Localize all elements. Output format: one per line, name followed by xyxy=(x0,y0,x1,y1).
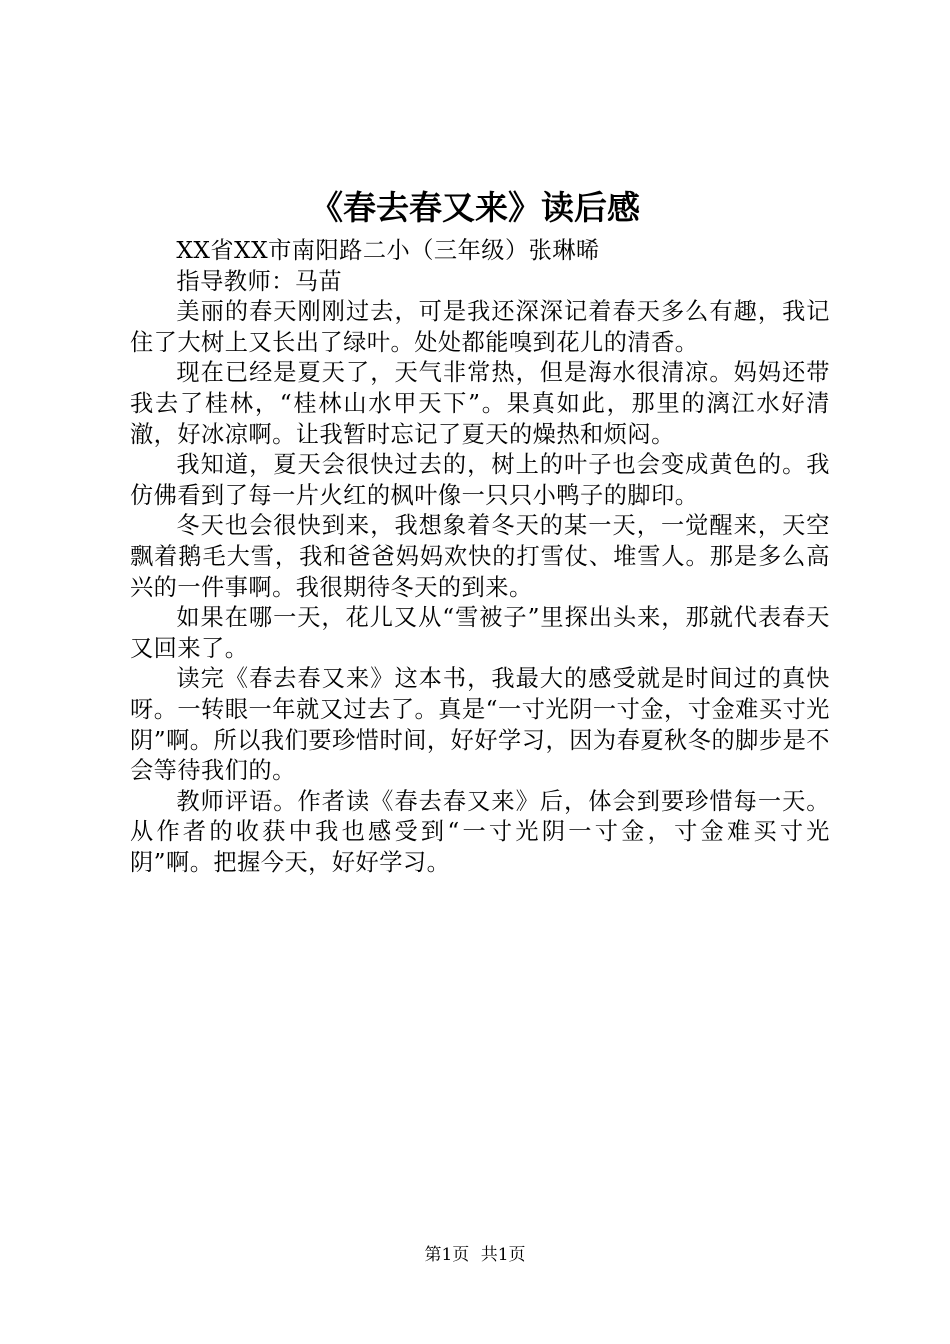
page-number: 第1页 xyxy=(424,1245,470,1265)
page-total: 共1页 xyxy=(480,1245,526,1265)
paragraph: 美丽的春天刚刚过去，可是我还深深记着春天多么有趣，我记住了大树上又长出了绿叶。处处都能嗅到花儿的清香。 xyxy=(130,298,830,356)
author-line: XX省XX市南阳路二小（三年级）张琳晞 xyxy=(176,237,600,264)
paragraph: 如果在哪一天，花儿又从“雪被子”里探出头来，那就代表春天又回来了。 xyxy=(130,604,830,662)
paragraph: 现在已经是夏天了，天气非常热，但是海水很清凉。妈妈还带我去了桂林，“桂林山水甲天下”。果真如此，那里的漓江水好清澈，好冰凉啊。让我暂时忘记了夏天的燥热和烦闷。 xyxy=(130,359,830,448)
document-body xyxy=(130,236,830,878)
paragraph: 读完《春去春又来》这本书，我最大的感受就是时间过的真快呀。一转眼一年就又过去了。真是“一寸光阴一寸金，寸金难买寸光阴”啊。所以我们要珍惜时间，好好学习，因为春夏秋冬的脚步是不会等待我们的。 xyxy=(130,665,830,785)
document-title: 《春去春又来》读后感 xyxy=(310,188,640,227)
paragraph: 冬天也会很快到来，我想象着冬天的某一天，一觉醒来，天空飘着鹅毛大雪，我和爸爸妈妈欢快的打雪仗、堆雪人。那是多么高兴的一件事啊。我很期待冬天的到来。 xyxy=(130,512,830,601)
paragraph: 我知道，夏天会很快过去的，树上的叶子也会变成黄色的。我仿佛看到了每一片火红的枫叶像一只只小鸭子的脚印。 xyxy=(130,451,830,509)
teacher-comment: 教师评语。作者读《春去春又来》后，体会到要珍惜每一天。从作者的收获中我也感受到“一寸光阴一寸金，寸金难买寸光阴”啊。把握今天，好好学习。 xyxy=(130,787,830,876)
page-footer xyxy=(0,1243,950,1267)
teacher-line: 指导教师：马苗 xyxy=(176,267,343,295)
